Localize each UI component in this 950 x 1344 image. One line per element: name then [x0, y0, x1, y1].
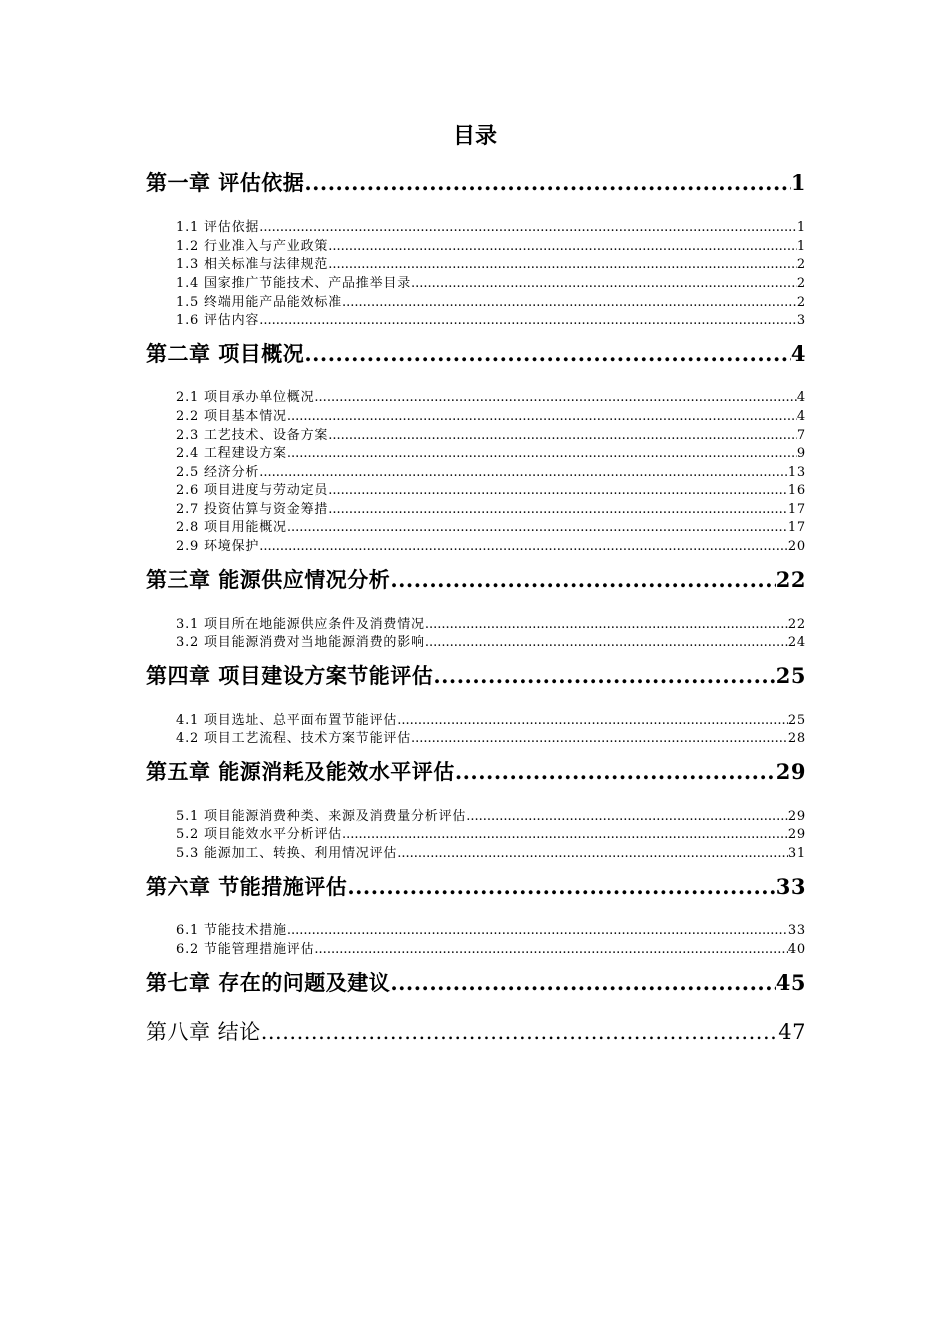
toc-page-number: 25 [775, 663, 806, 688]
dot-leader [304, 168, 791, 198]
toc-entry-label: 第二章 项目概况 [146, 341, 305, 366]
dot-leader [411, 275, 797, 293]
toc-section-2-4[interactable] [176, 445, 806, 463]
toc-section-1-1[interactable] [176, 219, 806, 237]
toc-entry-label: 1.1 评估依据 [176, 220, 260, 235]
toc-entry-label: 2.8 项目用能概况 [176, 520, 287, 535]
toc-section-2-2[interactable] [176, 408, 806, 426]
toc-page-number: 40 [787, 942, 806, 957]
toc-section-1-4[interactable] [176, 275, 806, 293]
toc-entry-label: 3.2 项目能源消费对当地能源消费的影响 [176, 635, 425, 650]
toc-entry-label: 第五章 能源消耗及能效水平评估 [146, 759, 455, 784]
toc-chapter-4[interactable] [146, 661, 806, 691]
toc-chapter-2[interactable] [146, 339, 806, 369]
toc-chapter-8[interactable] [146, 1017, 806, 1047]
toc-page-number: 31 [787, 846, 806, 861]
toc-page-number: 24 [787, 635, 806, 650]
toc-entry-label: 3.1 项目所在地能源供应条件及消费情况 [176, 617, 425, 632]
dot-leader [425, 616, 788, 634]
toc-entry-label: 4.1 项目选址、总平面布置节能评估 [176, 713, 398, 728]
toc-entry-label: 5.3 能源加工、转换、利用情况评估 [176, 846, 398, 861]
toc-page-number: 17 [787, 502, 806, 517]
toc-section-2-3[interactable] [176, 427, 806, 445]
toc-section-2-8[interactable] [176, 519, 806, 537]
toc-entry-label: 2.5 经济分析 [176, 465, 260, 480]
toc-entry-label: 第八章 结论 [146, 1020, 261, 1044]
dot-leader [328, 427, 797, 445]
toc-entry-label: 2.4 工程建设方案 [176, 446, 287, 461]
toc-page-number: 33 [787, 923, 806, 938]
dot-leader [397, 712, 788, 730]
dot-leader [347, 872, 775, 902]
toc-page-number: 13 [787, 465, 806, 480]
dot-leader [328, 482, 788, 500]
toc-entry-label: 第六章 节能措施评估 [146, 874, 348, 899]
toc-chapter-6[interactable] [146, 872, 806, 902]
toc-page-number: 33 [775, 874, 806, 899]
toc-entry-label: 第七章 存在的问题及建议 [146, 970, 391, 995]
toc-section-5-2[interactable] [176, 826, 806, 844]
toc-section-1-5[interactable] [176, 294, 806, 312]
toc-entry-label: 5.1 项目能源消费种类、来源及消费量分析评估 [176, 809, 467, 824]
dot-leader [433, 661, 775, 691]
toc-entry-label: 6.2 节能管理措施评估 [176, 942, 315, 957]
toc-page-number: 29 [787, 809, 806, 824]
dot-leader [390, 565, 775, 595]
toc-entry-label: 第一章 评估依据 [146, 170, 305, 195]
toc-entry-label: 1.4 国家推广节能技术、产品推举目录 [176, 276, 412, 291]
dot-leader [261, 1017, 779, 1047]
toc-section-3-2[interactable] [176, 634, 806, 652]
toc-section-2-7[interactable] [176, 501, 806, 519]
toc-page-number: 17 [787, 520, 806, 535]
toc-section-1-2[interactable] [176, 238, 806, 256]
toc-page-number: 22 [775, 567, 806, 592]
toc-chapter-7[interactable] [146, 968, 806, 998]
toc-entry-label: 6.1 节能技术措施 [176, 923, 287, 938]
toc-section-4-2[interactable] [176, 730, 806, 748]
toc-page-number: 7 [796, 428, 806, 443]
toc-page-number: 47 [778, 1020, 806, 1044]
dot-leader [259, 538, 788, 556]
toc-page-number: 16 [787, 483, 806, 498]
toc-page-number: 28 [787, 731, 806, 746]
page-title: 目录 [452, 123, 497, 149]
toc-entry-label: 1.2 行业准入与产业政策 [176, 239, 329, 254]
dot-leader [304, 339, 791, 369]
toc-entry-label: 2.1 项目承办单位概况 [176, 390, 315, 405]
toc-section-6-1[interactable] [176, 922, 806, 940]
toc-entry-label: 2.6 项目进度与劳动定员 [176, 483, 329, 498]
dot-leader [466, 808, 788, 826]
dot-leader [314, 389, 797, 407]
toc-entry-label: 1.3 相关标准与法律规范 [176, 257, 329, 272]
dot-leader [259, 464, 788, 482]
dot-leader [259, 219, 797, 237]
toc-entry-label: 第三章 能源供应情况分析 [146, 567, 391, 592]
toc-entry-label: 2.9 环境保护 [176, 539, 260, 554]
toc-entry-label: 2.3 工艺技术、设备方案 [176, 428, 329, 443]
dot-leader [287, 519, 788, 537]
toc-page-number: 29 [775, 759, 806, 784]
toc-page-number: 3 [796, 313, 806, 328]
toc-section-2-6[interactable] [176, 482, 806, 500]
toc-entry-label: 4.2 项目工艺流程、技术方案节能评估 [176, 731, 412, 746]
toc-page-number: 45 [775, 970, 806, 995]
toc-page-number: 2 [796, 257, 806, 272]
toc-page-number: 1 [796, 239, 806, 254]
dot-leader [328, 256, 797, 274]
toc-page-number: 20 [787, 539, 806, 554]
toc-page-number: 1 [796, 220, 806, 235]
toc-section-4-1[interactable] [176, 712, 806, 730]
toc-chapter-1[interactable] [146, 168, 806, 198]
toc-section-1-3[interactable] [176, 256, 806, 274]
dot-leader [287, 408, 797, 426]
dot-leader [397, 845, 788, 863]
toc-section-2-1[interactable] [176, 389, 806, 407]
toc-section-1-6[interactable] [176, 312, 806, 330]
dot-leader [328, 501, 788, 519]
toc-page-number: 22 [787, 617, 806, 632]
toc-entry-label: 2.2 项目基本情况 [176, 409, 287, 424]
toc-page-number: 2 [796, 295, 806, 310]
dot-leader [259, 312, 797, 330]
dot-leader [342, 294, 797, 312]
toc-page-number: 1 [790, 170, 806, 195]
toc-entry-label: 第四章 项目建设方案节能评估 [146, 663, 434, 688]
dot-leader [390, 968, 775, 998]
toc-section-6-2[interactable] [176, 941, 806, 959]
dot-leader [455, 757, 776, 787]
toc-section-2-5[interactable] [176, 464, 806, 482]
toc-chapter-5[interactable] [146, 757, 806, 787]
dot-leader [411, 730, 788, 748]
toc-section-5-1[interactable] [176, 808, 806, 826]
toc-chapter-3[interactable] [146, 565, 806, 595]
toc-page-number: 4 [796, 409, 806, 424]
toc-page-number: 4 [790, 341, 806, 366]
dot-leader [287, 445, 797, 463]
dot-leader [425, 634, 788, 652]
toc-page-number: 9 [796, 446, 806, 461]
dot-leader [328, 238, 797, 256]
toc-page-number: 25 [787, 713, 806, 728]
toc-entry-label: 2.7 投资估算与资金筹措 [176, 502, 329, 517]
toc-section-2-9[interactable] [176, 538, 806, 556]
dot-leader [342, 826, 788, 844]
toc-entry-label: 5.2 项目能效水平分析评估 [176, 827, 343, 842]
toc-section-5-3[interactable] [176, 845, 806, 863]
toc-page-number: 2 [796, 276, 806, 291]
toc-entry-label: 1.6 评估内容 [176, 313, 260, 328]
dot-leader [287, 922, 788, 940]
toc-entry-label: 1.5 终端用能产品能效标准 [176, 295, 343, 310]
toc-section-3-1[interactable] [176, 616, 806, 634]
dot-leader [314, 941, 787, 959]
toc-page-number: 4 [796, 390, 806, 405]
toc-page-number: 29 [787, 827, 806, 842]
